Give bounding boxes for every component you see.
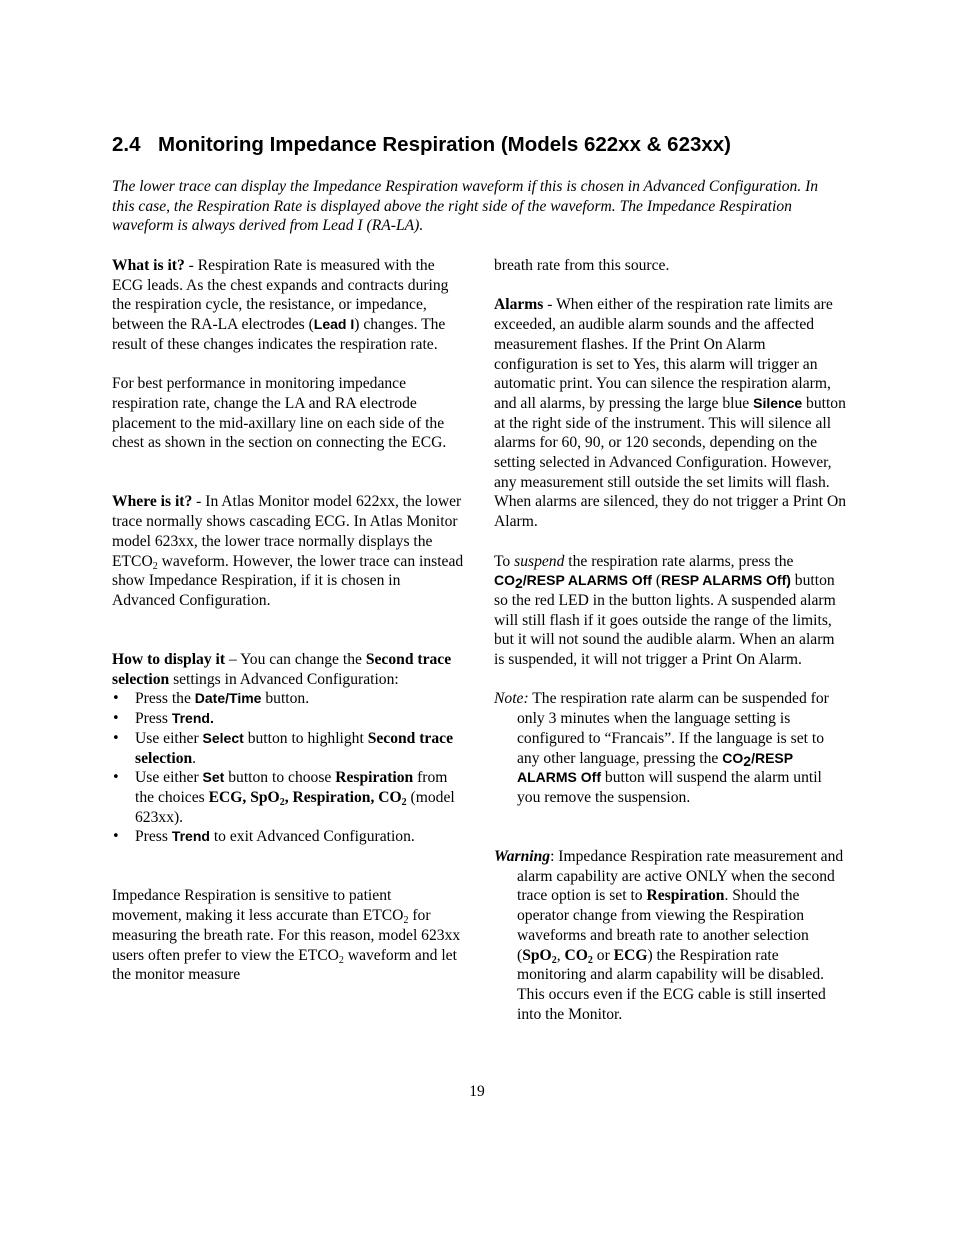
left-column [112,256,464,985]
steps-list [112,689,464,847]
alarms-paragraph: Alarms - When either of the respiration rate limits are exceeded, an audible alarm sounds and the affected measurement flashes. If the Print On Alarm configuration is set to Yes, this alarm will trigger an automatic print. You can silence the respiration alarm, and all alarms, by pressing the large blue Silence button at the right side of the instrument. This will silence all alarms for 60, 90, or 120 seconds, depending on the setting selected in Advanced Configuration. However, any measurement still outside the set limits will flash. When alarms are silenced, they do not trigger a Print On Alarm. [494,296,847,531]
suspend-paragraph: To suspend the respiration rate alarms, press the $CO_2$/RESP ALARMS Off (RESP ALARMS Off) button so the red LED in the button lights. A suspended alarm will still flash if it goes outside the range of the limits, but it will not sound the audible alarm. When an alarm is suspended, it will not trigger a Print On Alarm. [494,552,836,669]
note-paragraph: Note: The respiration rate alarm can be suspended for only 3 minutes when the language setting is configured to “Francais”. If the language is set to any other language, pressing the $CO_2$/RESP ALARMS Off button will suspend the alarm until you remove the suspension. [494,690,829,806]
page-number: 19 [469,1083,485,1100]
list-item: • Press Trend to exit Advanced Configuration. [112,827,464,847]
best-performance-paragraph: For best performance in monitoring impedance respiration rate, change the LA and RA electrode placement to the mid-axillary line on each side of the chest as shown in the section on connecting the ECG. [112,375,447,452]
section-title: Monitoring Impedance Respiration (Models 622xx & 623xx) [158,133,732,156]
list-item: • Use either Set button to choose Respiration from the choices ECG, SpO$_2$, Respiration, $CO_2$ (model 623xx). [112,768,464,827]
section-number: 2.4 [112,133,141,156]
continued-text: breath rate from this source. [494,257,670,274]
list-item: • Use either Select button to highlight Second trace selection. [112,729,464,768]
right-column [494,256,848,1024]
warning-paragraph: Warning: Impedance Respiration rate measurement and alarm capability are active ONLY when the second trace option is set to Respiration. Should the operator change from viewing the Respiration waveforms and breath rate to another selection (SpO$_2$, $CO_2$ or ECG) the Respiration rate monitoring and alarm capability will be disabled. This occurs even if the ECG cable is still inserted into the Monitor. [494,848,844,1023]
intro-paragraph: The lower trace can display the Impedance Respiration waveform if this is chosen in Advanced Configuration. In this case, the Respiration Rate is displayed above the right side of the waveform. The Impedance Respiration waveform is always derived from Lead I (RA-LA). [112,178,819,235]
sensitivity-paragraph: Impedance Respiration is sensitive to patient movement, making it less accurate than $ETCO_2$ for measuring the breath rate. For this reason, model 623xx users often prefer to view the $ETCO_2$ waveform and let the monitor measure [112,887,461,984]
section-heading [112,131,872,159]
list-item: • Press the Date/Time button. [112,689,464,709]
where-is-it-paragraph: Where is it? - In Atlas Monitor model 622xx, the lower trace normally shows cascading ECG. In Atlas Monitor model 623xx, the lower trace normally displays the $ETCO_2$ waveform. However, the lower trace can instead show Impedance Respiration, if it is chosen in Advanced Configuration. [112,493,464,609]
list-item: • Press Trend. [112,709,464,729]
how-to-display-paragraph: How to display it – You can change the Second trace selection settings in Advanced Configuration: [112,651,452,688]
what-is-it-paragraph: What is it? - Respiration Rate is measured with the ECG leads. As the chest expands and contracts during the respiration cycle, the resistance, or impedance, between the RA-LA electrodes (Lead I) changes. The result of these changes indicates the respiration rate. [112,257,449,353]
